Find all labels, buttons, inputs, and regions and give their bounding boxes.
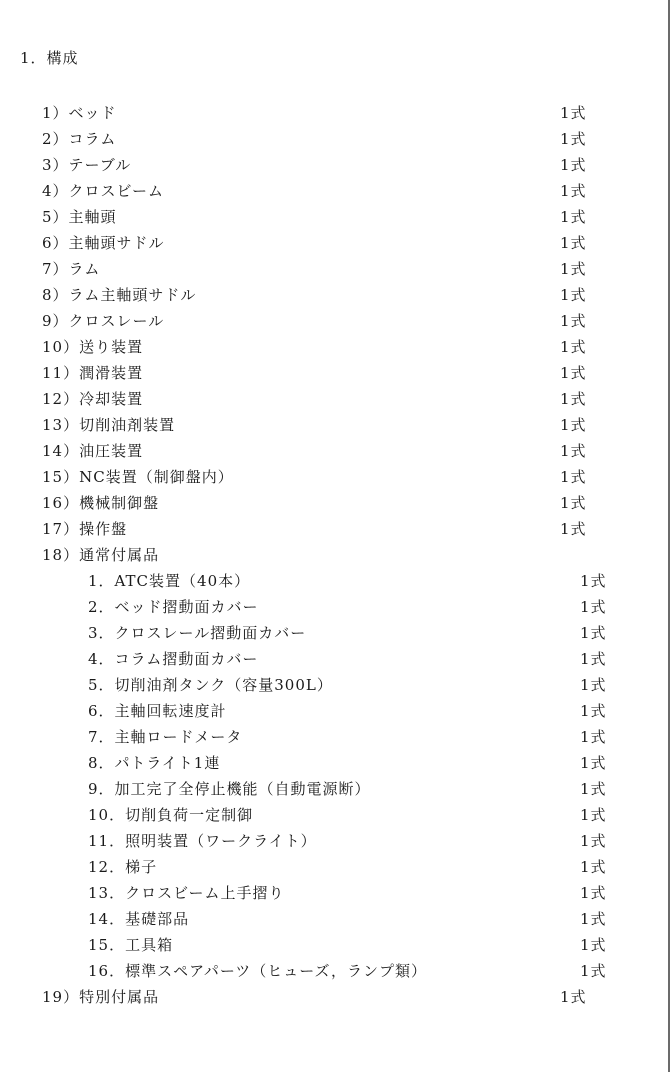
list-item-label: 19）特別付属品 bbox=[42, 988, 160, 1006]
list-item-label: 14）油圧装置 bbox=[42, 442, 144, 460]
list-item-label: 8．パトライト1連 bbox=[88, 754, 221, 772]
list-item-label: 7．主軸ロードメータ bbox=[88, 728, 243, 746]
list-item-label: 9．加工完了全停止機能（自動電源断） bbox=[88, 780, 371, 798]
list-item-quantity: 1式 bbox=[560, 338, 587, 356]
list-item-label: 1．ATC装置（40本） bbox=[88, 572, 251, 590]
list-item-label: 5）主軸頭 bbox=[42, 208, 117, 226]
list-item-quantity: 1式 bbox=[560, 988, 587, 1006]
list-item-quantity: 1式 bbox=[580, 910, 607, 928]
list-item-quantity: 1式 bbox=[560, 156, 587, 174]
list-item-quantity: 1式 bbox=[580, 754, 607, 772]
list-item-quantity: 1式 bbox=[560, 182, 587, 200]
list-item-label: 17）操作盤 bbox=[42, 520, 128, 538]
list-item-quantity: 1式 bbox=[580, 728, 607, 746]
list-item-label: 2．ベッド摺動面カバー bbox=[88, 598, 259, 616]
list-item-label: 8）ラム主軸頭サドル bbox=[42, 286, 197, 304]
list-item-quantity: 1式 bbox=[560, 520, 587, 538]
list-item-quantity: 1式 bbox=[580, 572, 607, 590]
list-item-label: 13．クロスビーム上手摺り bbox=[88, 884, 285, 902]
list-item-label: 4．コラム摺動面カバー bbox=[88, 650, 259, 668]
list-item-quantity: 1式 bbox=[580, 624, 607, 642]
list-item-label: 18）通常付属品 bbox=[42, 546, 160, 564]
list-item-quantity: 1式 bbox=[560, 286, 587, 304]
list-item-quantity: 1式 bbox=[560, 416, 587, 434]
list-item-quantity: 1式 bbox=[580, 598, 607, 616]
list-item-quantity: 1式 bbox=[580, 676, 607, 694]
list-item-label: 6．主軸回転速度計 bbox=[88, 702, 227, 720]
list-item-quantity: 1式 bbox=[580, 832, 607, 850]
list-item-label: 11．照明装置（ワークライト） bbox=[88, 832, 317, 850]
list-item-label: 1）ベッド bbox=[42, 104, 117, 122]
list-item-quantity: 1式 bbox=[560, 468, 587, 486]
list-item-label: 4）クロスビーム bbox=[42, 182, 164, 200]
list-item-quantity: 1式 bbox=[560, 390, 587, 408]
list-item-label: 9）クロスレール bbox=[42, 312, 165, 330]
list-item-label: 15）NC装置（制御盤内） bbox=[42, 468, 234, 486]
list-item-quantity: 1式 bbox=[560, 130, 587, 148]
list-item-label: 3．クロスレール摺動面カバー bbox=[88, 624, 307, 642]
list-item-quantity: 1式 bbox=[580, 702, 607, 720]
list-item-quantity: 1式 bbox=[560, 234, 587, 252]
list-item-quantity: 1式 bbox=[560, 494, 587, 512]
list-item-label: 7）ラム bbox=[42, 260, 101, 278]
list-item-quantity: 1式 bbox=[580, 806, 607, 824]
list-item-quantity: 1式 bbox=[580, 650, 607, 668]
list-item-quantity: 1式 bbox=[560, 312, 587, 330]
list-item-label: 16）機械制御盤 bbox=[42, 494, 160, 512]
list-item-quantity: 1式 bbox=[580, 858, 607, 876]
list-item-label: 15．工具箱 bbox=[88, 936, 174, 954]
list-item-quantity: 1式 bbox=[560, 260, 587, 278]
list-item-label: 5．切削油剤タンク（容量300L） bbox=[88, 676, 333, 694]
list-item-quantity: 1式 bbox=[580, 962, 607, 980]
list-item-label: 12．梯子 bbox=[88, 858, 158, 876]
list-item-label: 13）切削油剤装置 bbox=[42, 416, 176, 434]
list-item-label: 10．切削負荷一定制御 bbox=[88, 806, 254, 824]
list-item-quantity: 1式 bbox=[580, 780, 607, 798]
list-item-quantity: 1式 bbox=[560, 364, 587, 382]
list-item-quantity: 1式 bbox=[560, 104, 587, 122]
list-item-label: 16．標準スペアパーツ（ヒューズ，ランプ類） bbox=[88, 962, 427, 980]
list-item-label: 10）送り装置 bbox=[42, 338, 144, 356]
list-item-quantity: 1式 bbox=[580, 884, 607, 902]
list-item-label: 12）冷却装置 bbox=[42, 390, 144, 408]
list-item-label: 14．基礎部品 bbox=[88, 910, 190, 928]
list-item-quantity: 1式 bbox=[560, 442, 587, 460]
list-item-label: 11）潤滑装置 bbox=[42, 364, 144, 382]
section-title: 1．構成 bbox=[20, 49, 79, 67]
list-item-label: 6）主軸頭サドル bbox=[42, 234, 165, 252]
list-item-quantity: 1式 bbox=[580, 936, 607, 954]
list-item-label: 2）コラム bbox=[42, 130, 117, 148]
list-item-quantity: 1式 bbox=[560, 208, 587, 226]
list-item-label: 3）テーブル bbox=[42, 156, 132, 174]
